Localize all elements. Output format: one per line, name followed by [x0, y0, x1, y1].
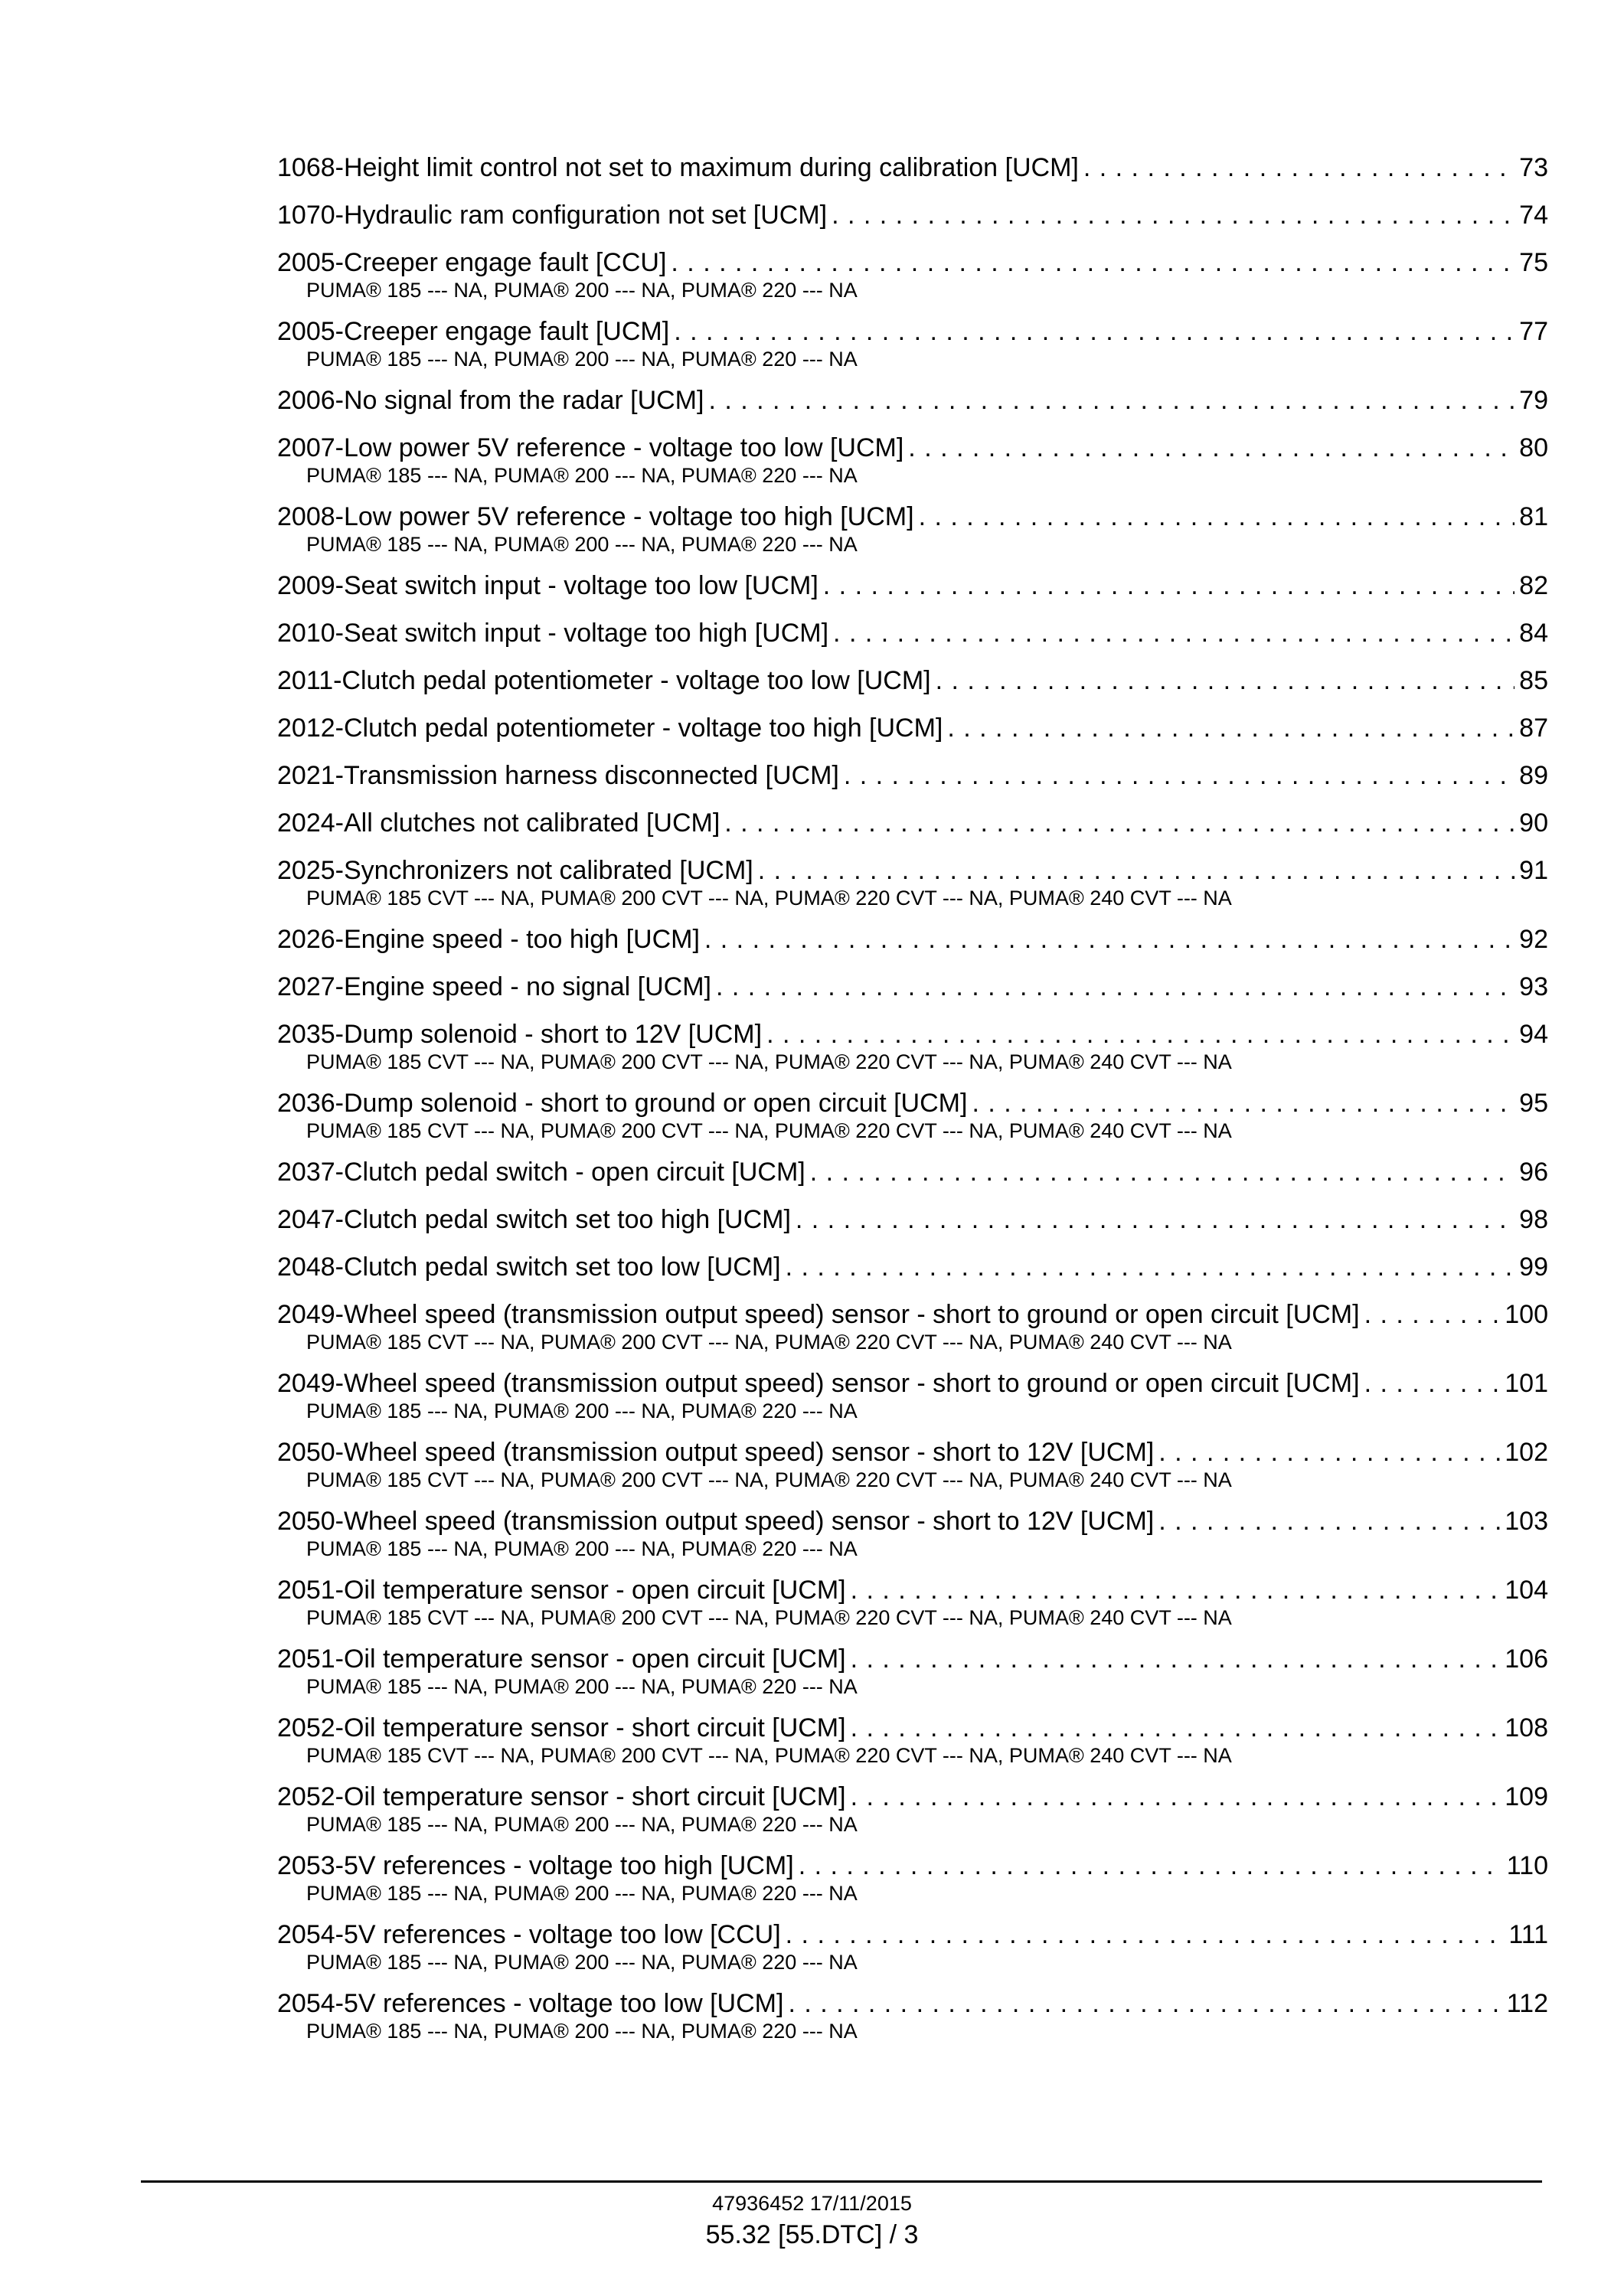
- toc-entry[interactable]: [277, 1505, 1548, 1560]
- footer-page-reference: 55.32 [55.DTC] / 3: [705, 2220, 919, 2249]
- toc-entry-title[interactable]: 2052-Oil temperature sensor - short circuit [UCM]: [277, 1713, 846, 1742]
- toc-entry-model-applicability: PUMA® 185 CVT --- NA, PUMA® 200 CVT --- NA, PUMA® 220 CVT --- NA, PUMA® 240 CVT --- NA: [306, 1119, 1232, 1142]
- toc-entry-line: [277, 384, 1548, 416]
- toc-entry-title[interactable]: 2049-Wheel speed (transmission output speed) sensor - short to ground or open circuit [UCM]: [277, 1300, 1360, 1329]
- dot-leader: [833, 617, 1515, 649]
- toc-entry-line: [277, 1781, 1548, 1813]
- dot-leader: [788, 1987, 1501, 2020]
- toc-entry-model-applicability: PUMA® 185 --- NA, PUMA® 200 --- NA, PUMA® 220 --- NA: [306, 1813, 858, 1836]
- toc-entry-model-applicability: PUMA® 185 --- NA, PUMA® 200 --- NA, PUMA® 220 --- NA: [306, 533, 858, 556]
- toc-entry-page-number[interactable]: 101: [1505, 1369, 1548, 1398]
- toc-entry-title[interactable]: 2048-Clutch pedal switch set too low [UCM]: [277, 1253, 781, 1282]
- dot-leader: [799, 1850, 1502, 1882]
- toc-entry-line: [277, 665, 1548, 697]
- toc-entry-title[interactable]: 2051-Oil temperature sensor - open circuit [UCM]: [277, 1644, 846, 1674]
- toc-entry-title[interactable]: 2047-Clutch pedal switch set too high [UCM]: [277, 1205, 791, 1234]
- toc-entry-page-number[interactable]: 73: [1519, 153, 1548, 182]
- toc-entry-page-number[interactable]: 108: [1505, 1713, 1548, 1742]
- toc-entry-title[interactable]: 2051-Oil temperature sensor - open circuit [UCM]: [277, 1576, 846, 1605]
- toc-entry-line: [277, 1156, 1548, 1188]
- toc-entry[interactable]: [277, 1087, 1548, 1142]
- dot-leader: [947, 712, 1515, 744]
- toc-entry[interactable]: [277, 1574, 1548, 1629]
- toc-entry-title[interactable]: 2005-Creeper engage fault [UCM]: [277, 317, 670, 346]
- toc-entry-title[interactable]: 2036-Dump solenoid - short to ground or open circuit [UCM]: [277, 1089, 968, 1118]
- toc-entry-page-number[interactable]: 77: [1519, 317, 1548, 346]
- toc-entry-line: [277, 152, 1548, 184]
- toc-entry[interactable]: [277, 1367, 1548, 1422]
- dot-leader: [908, 432, 1515, 464]
- toc-entry[interactable]: [277, 923, 1548, 955]
- dot-leader: [936, 665, 1515, 697]
- toc-entry-line: [277, 807, 1548, 839]
- toc-entry-page-number[interactable]: 85: [1519, 666, 1548, 695]
- dot-leader: [671, 247, 1515, 279]
- dot-leader: [1364, 1367, 1501, 1399]
- dot-leader: [851, 1643, 1501, 1675]
- toc-entry-line: [277, 247, 1548, 279]
- toc-entry[interactable]: [277, 199, 1548, 231]
- toc-entry-line: [277, 1298, 1548, 1331]
- toc-entry-model-applicability: PUMA® 185 --- NA, PUMA® 200 --- NA, PUMA® 220 --- NA: [306, 464, 858, 487]
- toc-entry-line: [277, 1643, 1548, 1675]
- toc-entry-page-number[interactable]: 109: [1505, 1782, 1548, 1811]
- toc-entry-page-number[interactable]: 112: [1506, 1989, 1548, 2018]
- toc-entry-title[interactable]: 1068-Height limit control not set to maximum during calibration [UCM]: [277, 153, 1079, 182]
- toc-entry-page-number[interactable]: 91: [1519, 856, 1548, 885]
- toc-entry-title[interactable]: 2008-Low power 5V reference - voltage too high [UCM]: [277, 502, 914, 531]
- toc-entry[interactable]: [277, 1018, 1548, 1073]
- toc-entry-model-applicability: PUMA® 185 --- NA, PUMA® 200 --- NA, PUMA® 220 --- NA: [306, 1675, 858, 1698]
- toc-entry-line: [277, 971, 1548, 1003]
- dot-leader: [851, 1781, 1501, 1813]
- toc-entry-page-number[interactable]: 89: [1519, 761, 1548, 790]
- toc-entry[interactable]: [277, 152, 1548, 184]
- toc-entry-line: [277, 923, 1548, 955]
- dot-leader: [1083, 152, 1515, 184]
- toc-entry-title[interactable]: 2050-Wheel speed (transmission output speed) sensor - short to 12V [UCM]: [277, 1438, 1155, 1467]
- dot-leader: [766, 1018, 1515, 1050]
- toc-entry-title[interactable]: 2054-5V references - voltage too low [UCM]: [277, 1989, 784, 2018]
- toc-entry[interactable]: [277, 759, 1548, 792]
- toc-entry-page-number[interactable]: 111: [1508, 1920, 1548, 1949]
- toc-entry-title[interactable]: 2054-5V references - voltage too low [CCU]: [277, 1920, 781, 1949]
- dot-leader: [708, 384, 1515, 416]
- toc-entry[interactable]: [277, 315, 1548, 371]
- dot-leader: [1158, 1436, 1500, 1468]
- toc-entry-line: [277, 570, 1548, 602]
- toc-entry-line: [277, 712, 1548, 744]
- toc-entry[interactable]: [277, 1298, 1548, 1354]
- toc-entry-model-applicability: PUMA® 185 --- NA, PUMA® 200 --- NA, PUMA® 220 --- NA: [306, 2020, 858, 2043]
- toc-entry-line: [277, 1204, 1548, 1236]
- toc-entry[interactable]: [277, 665, 1548, 697]
- toc-entry-title[interactable]: 2035-Dump solenoid - short to 12V [UCM]: [277, 1020, 763, 1049]
- dot-leader: [919, 501, 1515, 533]
- dot-leader: [851, 1712, 1501, 1744]
- toc-entry-title[interactable]: 2011-Clutch pedal potentiometer - voltage too low [UCM]: [277, 666, 931, 695]
- toc-entry-title[interactable]: 2052-Oil temperature sensor - short circuit [UCM]: [277, 1782, 846, 1811]
- toc-entry-page-number[interactable]: 75: [1519, 248, 1548, 277]
- toc-entry-title[interactable]: 2053-5V references - voltage too high [UCM]: [277, 1851, 794, 1880]
- toc-entry-model-applicability: PUMA® 185 --- NA, PUMA® 200 --- NA, PUMA® 220 --- NA: [306, 1399, 858, 1422]
- toc-entry-page-number[interactable]: 82: [1519, 571, 1548, 600]
- dot-leader: [832, 199, 1515, 231]
- toc-entry-page-number[interactable]: 110: [1506, 1851, 1548, 1880]
- dot-leader: [823, 570, 1515, 602]
- dot-leader: [810, 1156, 1515, 1188]
- dot-leader: [796, 1204, 1515, 1236]
- toc-entry-model-applicability: PUMA® 185 CVT --- NA, PUMA® 200 CVT --- NA, PUMA® 220 CVT --- NA, PUMA® 240 CVT --- NA: [306, 1331, 1232, 1354]
- toc-entry-line: [277, 1251, 1548, 1283]
- toc-entry-title[interactable]: 2006-No signal from the radar [UCM]: [277, 386, 704, 415]
- toc-entry-model-applicability: PUMA® 185 CVT --- NA, PUMA® 200 CVT --- NA, PUMA® 220 CVT --- NA, PUMA® 240 CVT --- NA: [306, 1468, 1232, 1491]
- toc-entry[interactable]: [277, 1712, 1548, 1767]
- toc-entry-title[interactable]: 2005-Creeper engage fault [CCU]: [277, 248, 667, 277]
- toc-entry-page-number[interactable]: 94: [1519, 1020, 1548, 1049]
- dot-leader: [716, 971, 1515, 1003]
- toc-entry[interactable]: [277, 617, 1548, 649]
- toc-entry-page-number[interactable]: 104: [1505, 1576, 1548, 1605]
- toc-entry-line: [277, 759, 1548, 792]
- toc-entry-page-number[interactable]: 80: [1519, 433, 1548, 462]
- toc-entry-page-number[interactable]: 102: [1505, 1438, 1548, 1467]
- toc-entry-model-applicability: PUMA® 185 CVT --- NA, PUMA® 200 CVT --- NA, PUMA® 220 CVT --- NA, PUMA® 240 CVT --- NA: [306, 1606, 1232, 1629]
- dot-leader: [786, 1251, 1515, 1283]
- toc-entry-title[interactable]: 2009-Seat switch input - voltage too low [UCM]: [277, 571, 819, 600]
- toc-entry-page-number[interactable]: 95: [1519, 1089, 1548, 1118]
- toc-entry-page-number[interactable]: 100: [1505, 1300, 1548, 1329]
- dot-leader: [674, 315, 1515, 348]
- toc-entry[interactable]: [277, 570, 1548, 602]
- dot-leader: [758, 854, 1515, 887]
- toc-entry-line: [277, 1850, 1548, 1882]
- toc-entry-title[interactable]: 2021-Transmission harness disconnected [UCM]: [277, 761, 839, 790]
- toc-entry-line: [277, 1087, 1548, 1119]
- toc-entry-model-applicability: PUMA® 185 --- NA, PUMA® 200 --- NA, PUMA® 220 --- NA: [306, 279, 858, 302]
- toc-entry-line: [277, 315, 1548, 348]
- toc-entry[interactable]: [277, 1251, 1548, 1283]
- toc-entry-line: [277, 1919, 1548, 1951]
- table-of-contents: [277, 152, 1548, 2056]
- toc-entry-page-number[interactable]: 103: [1505, 1507, 1548, 1536]
- toc-entry-model-applicability: PUMA® 185 CVT --- NA, PUMA® 200 CVT --- NA, PUMA® 220 CVT --- NA, PUMA® 240 CVT --- NA: [306, 1050, 1232, 1073]
- toc-entry-title[interactable]: 2010-Seat switch input - voltage too high [UCM]: [277, 619, 829, 648]
- toc-entry[interactable]: [277, 1850, 1548, 1905]
- toc-entry[interactable]: [277, 1919, 1548, 1974]
- toc-entry-title[interactable]: 2012-Clutch pedal potentiometer - voltage too high [UCM]: [277, 714, 943, 743]
- toc-entry-line: [277, 1574, 1548, 1606]
- dot-leader: [1158, 1505, 1500, 1537]
- toc-entry-page-number[interactable]: 84: [1519, 619, 1548, 648]
- toc-entry-line: [277, 501, 1548, 533]
- toc-entry-page-number[interactable]: 81: [1519, 502, 1548, 531]
- toc-entry-title[interactable]: 2007-Low power 5V reference - voltage too low [UCM]: [277, 433, 904, 462]
- toc-entry-page-number[interactable]: 96: [1519, 1158, 1548, 1187]
- toc-entry[interactable]: [277, 971, 1548, 1003]
- toc-entry-title[interactable]: 2024-All clutches not calibrated [UCM]: [277, 808, 721, 838]
- toc-entry-model-applicability: PUMA® 185 CVT --- NA, PUMA® 200 CVT --- NA, PUMA® 220 CVT --- NA, PUMA® 240 CVT --- NA: [306, 1744, 1232, 1767]
- dot-leader: [786, 1919, 1505, 1951]
- toc-entry[interactable]: [277, 501, 1548, 556]
- toc-entry-line: [277, 1987, 1548, 2020]
- toc-entry-line: [277, 1018, 1548, 1050]
- footer-document-id: 47936452 17/11/2015: [712, 2192, 912, 2215]
- toc-entry-model-applicability: PUMA® 185 --- NA, PUMA® 200 --- NA, PUMA® 220 --- NA: [306, 1882, 858, 1905]
- toc-entry-page-number[interactable]: 93: [1519, 972, 1548, 1001]
- toc-entry-page-number[interactable]: 87: [1519, 714, 1548, 743]
- dot-leader: [844, 759, 1515, 792]
- dot-leader: [704, 923, 1515, 955]
- dot-leader: [1364, 1298, 1501, 1331]
- toc-entry-line: [277, 1505, 1548, 1537]
- dot-leader: [851, 1574, 1501, 1606]
- dot-leader: [972, 1087, 1515, 1119]
- toc-entry-page-number[interactable]: 92: [1519, 925, 1548, 954]
- toc-entry[interactable]: [277, 1781, 1548, 1836]
- toc-entry-model-applicability: PUMA® 185 --- NA, PUMA® 200 --- NA, PUMA® 220 --- NA: [306, 1951, 858, 1974]
- toc-entry-title[interactable]: 2049-Wheel speed (transmission output speed) sensor - short to ground or open circuit [UCM]: [277, 1369, 1360, 1398]
- toc-entry[interactable]: [277, 1643, 1548, 1698]
- toc-entry-title[interactable]: 2027-Engine speed - no signal [UCM]: [277, 972, 711, 1001]
- toc-entry-page-number[interactable]: 90: [1519, 808, 1548, 838]
- toc-entry[interactable]: [277, 384, 1548, 416]
- toc-entry-page-number[interactable]: 99: [1519, 1253, 1548, 1282]
- toc-entry[interactable]: [277, 712, 1548, 744]
- toc-entry[interactable]: [277, 1987, 1548, 2043]
- toc-entry[interactable]: [277, 1204, 1548, 1236]
- toc-entry-line: [277, 199, 1548, 231]
- toc-entry-line: [277, 1436, 1548, 1468]
- toc-entry-title[interactable]: 2025-Synchronizers not calibrated [UCM]: [277, 856, 753, 885]
- toc-entry[interactable]: [277, 854, 1548, 910]
- toc-entry-line: [277, 432, 1548, 464]
- toc-entry-model-applicability: PUMA® 185 --- NA, PUMA® 200 --- NA, PUMA® 220 --- NA: [306, 1537, 858, 1560]
- toc-entry-line: [277, 1712, 1548, 1744]
- toc-entry-title[interactable]: 2026-Engine speed - too high [UCM]: [277, 925, 700, 954]
- toc-entry-page-number[interactable]: 74: [1519, 201, 1548, 230]
- toc-entry[interactable]: [277, 432, 1548, 487]
- toc-entry[interactable]: [277, 1436, 1548, 1491]
- toc-entry[interactable]: [277, 1156, 1548, 1188]
- toc-entry-line: [277, 617, 1548, 649]
- toc-entry-model-applicability: PUMA® 185 --- NA, PUMA® 200 --- NA, PUMA® 220 --- NA: [306, 348, 858, 371]
- toc-entry-page-number[interactable]: 79: [1519, 386, 1548, 415]
- toc-entry-line: [277, 1367, 1548, 1399]
- footer-divider: [141, 2180, 1542, 2183]
- toc-entry-line: [277, 854, 1548, 887]
- toc-entry-title[interactable]: 2037-Clutch pedal switch - open circuit [UCM]: [277, 1158, 805, 1187]
- toc-entry[interactable]: [277, 807, 1548, 839]
- dot-leader: [724, 807, 1515, 839]
- toc-entry-title[interactable]: 1070-Hydraulic ram configuration not set [UCM]: [277, 201, 828, 230]
- toc-entry-page-number[interactable]: 106: [1505, 1644, 1548, 1674]
- toc-entry[interactable]: [277, 247, 1548, 302]
- toc-entry-title[interactable]: 2050-Wheel speed (transmission output speed) sensor - short to 12V [UCM]: [277, 1507, 1155, 1536]
- toc-entry-model-applicability: PUMA® 185 CVT --- NA, PUMA® 200 CVT --- NA, PUMA® 220 CVT --- NA, PUMA® 240 CVT --- NA: [306, 887, 1232, 910]
- toc-entry-page-number[interactable]: 98: [1519, 1205, 1548, 1234]
